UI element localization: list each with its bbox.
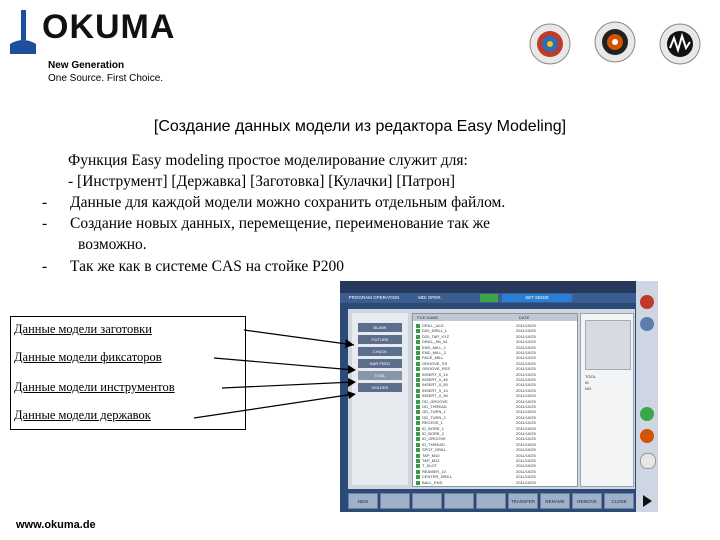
chat-icon[interactable]	[640, 407, 654, 421]
body-line-2: - [Инструмент] [Державка] [Заготовка] [Кулачки] [Патрон]	[68, 173, 456, 190]
callout-tool-data: Данные модели инструментов	[14, 380, 175, 394]
file-icon	[416, 378, 420, 382]
file-name: INSERT_0_55	[422, 382, 448, 388]
okuma-logo-icon	[8, 10, 38, 54]
file-name: TAP_M12	[422, 458, 440, 463]
file-name: END_MILL_1	[422, 344, 447, 350]
list-item[interactable]	[416, 372, 574, 377]
fkey-4[interactable]	[444, 493, 474, 509]
callout-fixture-data: Данные модели фиксаторов	[14, 350, 162, 364]
model-type-chuck[interactable]: CHUCK	[358, 347, 402, 356]
file-name: FACE_MILL	[422, 355, 444, 361]
alarm-icon[interactable]	[640, 295, 654, 309]
list-item[interactable]	[416, 431, 574, 436]
model-type-barfeed[interactable]: BAR FEED	[358, 359, 402, 368]
file-date: 2011/10/25	[516, 436, 536, 442]
callout-holder-data: Данные модели державок	[14, 408, 151, 422]
screen-main-panel	[348, 309, 635, 489]
preview-info-line: TOOL	[585, 374, 596, 379]
file-name: ID_BORE_1	[422, 425, 445, 431]
file-name: CENTER_DRILL	[422, 474, 453, 480]
file-name: INSERT_0_36	[422, 393, 448, 399]
screen-side-bar	[636, 281, 658, 512]
bullet-dash: -	[42, 258, 48, 275]
file-date: 2011/10/25	[516, 323, 536, 328]
list-item[interactable]	[416, 458, 574, 463]
file-date: 2011/10/25	[516, 393, 536, 399]
file-date: 2011/10/25	[516, 420, 536, 426]
footer-url[interactable]: www.okuma.de	[16, 519, 96, 531]
file-icon	[416, 356, 420, 360]
bullet-dash: -	[42, 215, 48, 232]
tab-mdi[interactable]: MDI OPER.	[418, 295, 442, 300]
list-item[interactable]	[416, 399, 574, 404]
file-icon	[416, 421, 420, 425]
fkey-rename[interactable]: RENAME	[540, 493, 570, 509]
file-icon	[416, 459, 420, 463]
list-item[interactable]	[416, 436, 574, 441]
file-date: 2011/10/25	[516, 458, 536, 463]
list-item[interactable]	[416, 404, 574, 409]
tagline-1: New Generation	[48, 60, 125, 71]
file-date: 2011/10/25	[516, 387, 536, 393]
file-name: DRILL_5N_04	[422, 339, 448, 345]
callout-blank-data: Данные модели заготовки	[14, 322, 152, 336]
file-date: 2011/10/25	[516, 328, 536, 334]
feature-badges	[520, 4, 715, 74]
list-item[interactable]	[416, 323, 574, 328]
file-icon	[416, 324, 420, 328]
file-date: 2011/10/25	[516, 447, 536, 453]
file-icon	[416, 443, 420, 447]
file-name: INSERT_0_14	[422, 371, 448, 377]
col-file-name[interactable]: FILE NAME	[417, 315, 439, 320]
list-item[interactable]	[416, 393, 574, 398]
screen-tab-bar	[340, 293, 658, 303]
file-date: 2011/10/25	[516, 377, 536, 382]
file-name: RECESS_1	[422, 420, 443, 426]
bullet-text: Создание новых данных, перемещение, переименование так же	[70, 215, 491, 232]
body-bullet-2-cont: возможно.	[78, 236, 147, 253]
file-name: REAMER_10	[422, 468, 446, 474]
file-date: 2011/10/25	[516, 333, 536, 339]
file-list-header	[413, 314, 577, 321]
file-name: ID_THREAD	[422, 441, 445, 447]
slide-title: [Создание данных модели из редактора Easy Modeling]	[153, 118, 567, 135]
file-name: GROOVE_RSS	[422, 366, 451, 372]
file-icon	[416, 405, 420, 409]
file-date: 2011/10/25	[516, 344, 536, 350]
file-icon	[416, 389, 420, 393]
file-name: END_MILL_2	[422, 350, 447, 355]
model-type-panel	[352, 313, 408, 485]
fkey-3[interactable]	[412, 493, 442, 509]
model-type-holder[interactable]: HOLDER	[358, 383, 402, 392]
file-icon	[416, 329, 420, 333]
body-bullet-1	[42, 192, 505, 213]
model-type-fixture[interactable]: FIXTURE	[358, 335, 402, 344]
file-icon	[416, 475, 420, 479]
body-bullet-2	[42, 213, 490, 234]
file-name: D20_DRILL_L	[422, 328, 448, 334]
bullet-text: Данные для каждой модели можно сохранить отдельным файлом.	[70, 194, 506, 211]
list-item[interactable]	[416, 474, 574, 479]
file-date: 2011/10/25	[516, 382, 536, 388]
file-date: 2011/10/25	[516, 479, 536, 485]
model-preview	[585, 320, 631, 370]
list-item[interactable]	[416, 420, 574, 425]
fkey-2[interactable]	[380, 493, 410, 509]
preview-info	[585, 374, 596, 392]
list-item[interactable]	[416, 334, 574, 339]
file-date: 2011/10/25	[516, 474, 536, 480]
file-date: 2011/10/25	[516, 463, 536, 469]
list-item[interactable]	[416, 361, 574, 366]
file-icon	[416, 335, 420, 339]
file-icon	[416, 416, 420, 420]
file-icon	[416, 362, 420, 366]
file-date: 2011/10/25	[516, 398, 536, 404]
file-name: OD_GROOVE	[422, 398, 448, 404]
list-item[interactable]	[416, 345, 574, 350]
list-item[interactable]	[416, 339, 574, 344]
file-date: 2011/10/25	[516, 414, 536, 420]
thermo-friendly-badge-icon	[595, 22, 635, 62]
preview-info-line: NO.	[585, 386, 593, 391]
warning-icon[interactable]	[640, 429, 654, 443]
file-date: 2011/10/25	[516, 452, 536, 458]
preview-panel	[580, 313, 634, 487]
file-icon	[416, 464, 420, 468]
tab-indicator[interactable]	[480, 294, 498, 302]
file-name: BALL_END	[422, 479, 443, 485]
list-item[interactable]	[416, 388, 574, 393]
help-icon[interactable]	[640, 317, 654, 331]
list-item[interactable]	[416, 453, 574, 458]
file-name: D20_TAP_XYZ	[422, 333, 450, 339]
fkey-new[interactable]: NEW	[348, 493, 378, 509]
file-icon	[416, 400, 420, 404]
file-name: INSERT_0_14	[422, 387, 448, 393]
list-item[interactable]	[416, 377, 574, 382]
file-date: 2011/10/25	[516, 366, 536, 372]
file-icon	[416, 448, 420, 452]
file-name: GROOVE_SS	[422, 360, 448, 366]
cnc-screen	[340, 281, 658, 512]
file-date: 2011/10/25	[516, 425, 536, 431]
file-icon	[416, 394, 420, 398]
list-item[interactable]	[416, 366, 574, 371]
list-item[interactable]	[416, 442, 574, 447]
list-item[interactable]	[416, 447, 574, 452]
file-icon	[416, 454, 420, 458]
file-name: SPOT_DRILL	[422, 447, 447, 453]
file-name: OD_TURN_1	[422, 409, 446, 415]
file-icon	[416, 346, 420, 350]
col-date[interactable]: DATE	[519, 315, 530, 320]
file-name: ID_BORE_2	[422, 431, 445, 436]
list-item[interactable]	[416, 480, 574, 485]
file-icon	[416, 437, 420, 441]
fkey-transfer[interactable]: TRANSFER	[508, 493, 538, 509]
customer-assurance-badge-icon	[530, 24, 570, 64]
fkey-5[interactable]	[476, 493, 506, 509]
list-item[interactable]	[416, 409, 574, 414]
list-item[interactable]	[416, 355, 574, 360]
file-icon	[416, 373, 420, 377]
file-name: OD_TURN_2	[422, 414, 446, 420]
model-type-tool[interactable]: TOOL	[358, 371, 402, 380]
file-date: 2011/10/25	[516, 371, 536, 377]
file-date: 2011/10/25	[516, 350, 536, 355]
file-date: 2011/10/25	[516, 355, 536, 361]
list-item[interactable]	[416, 382, 574, 387]
list-item[interactable]	[416, 415, 574, 420]
file-icon	[416, 427, 420, 431]
file-date: 2011/10/25	[516, 404, 536, 409]
body-line-1: Функция Easy modeling простое моделирование служит для:	[68, 152, 468, 169]
file-icon	[416, 481, 420, 485]
file-icon	[416, 432, 420, 436]
file-date: 2011/10/25	[516, 339, 536, 345]
next-page-arrow-icon[interactable]	[640, 493, 654, 509]
tab-program-operation[interactable]: PROGRAM OPERATION	[348, 295, 400, 300]
list-item[interactable]	[416, 463, 574, 468]
file-name: TAP_M10	[422, 452, 440, 458]
file-name: DRILL_ULD	[422, 323, 444, 328]
fkey-remove[interactable]: REMOVE	[572, 493, 602, 509]
preview-info-line: ID	[585, 380, 589, 385]
file-name: ID_GROOVE	[422, 436, 446, 442]
machining-navi-badge-icon	[660, 24, 700, 64]
tab-set-mode[interactable]: SET MODE	[502, 294, 572, 302]
logo-text: OKUMA	[42, 8, 176, 46]
function-key-bar	[348, 493, 635, 509]
connector-line	[244, 330, 354, 345]
file-date: 2011/10/25	[516, 441, 536, 447]
body-bullet-3	[42, 256, 344, 277]
bullet-text: Так же как в системе CAS на стойке P200	[70, 258, 345, 275]
file-name: T_SLOT	[422, 463, 438, 469]
file-name: INSERT_0_46	[422, 377, 448, 382]
file-date: 2011/10/25	[516, 360, 536, 366]
file-date: 2011/10/25	[516, 409, 536, 415]
screen-status-bar	[340, 281, 658, 293]
file-icon	[416, 367, 420, 371]
file-date: 2011/10/25	[516, 431, 536, 436]
file-name: OD_THREAD	[422, 404, 447, 409]
list-item[interactable]	[416, 350, 574, 355]
model-type-blank[interactable]: BLANK	[358, 323, 402, 332]
file-icon	[416, 340, 420, 344]
list-item[interactable]	[416, 426, 574, 431]
list-item[interactable]	[416, 469, 574, 474]
app-icon[interactable]	[640, 453, 656, 469]
file-list[interactable]	[412, 313, 578, 487]
fkey-close[interactable]: CLOSE	[604, 493, 634, 509]
file-date: 2011/10/25	[516, 468, 536, 474]
file-icon	[416, 470, 420, 474]
tagline-2: One Source. First Choice.	[48, 73, 164, 84]
file-icon	[416, 351, 420, 355]
file-icon	[416, 383, 420, 387]
bullet-dash: -	[42, 194, 48, 211]
list-item[interactable]	[416, 328, 574, 333]
file-icon	[416, 410, 420, 414]
